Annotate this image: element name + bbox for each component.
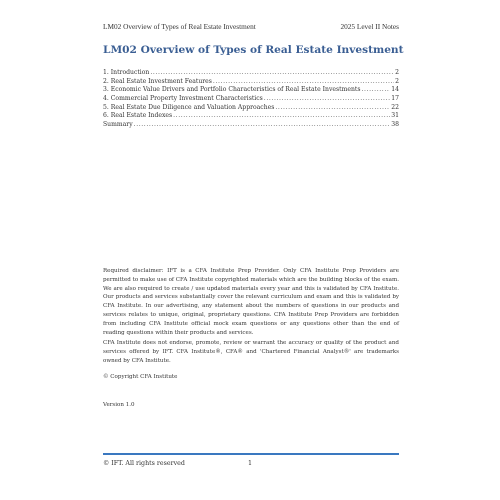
trademark-notice: CFA Institute does not endorse, promote, review or warrant the accuracy or quality of the product and services offered by IFT. CFA Institute®, CFA® and 'Chartered Financial Analyst®' are trademarks owned by CFA Institute. — [103, 340, 399, 364]
toc-entry[interactable] — [103, 112, 399, 121]
toc-entry-label: 1. Introduction — [103, 69, 150, 76]
document-title: LM02 Overview of Types of Real Estate Investment — [103, 44, 404, 56]
footer-copyright: © IFT. All rights reserved — [103, 460, 185, 467]
toc-entry-label: 5. Real Estate Due Diligence and Valuation Approaches — [103, 103, 275, 111]
toc-entry[interactable] — [103, 78, 399, 87]
toc-leader-dots — [213, 78, 394, 87]
toc-entry-label: Summary — [103, 121, 133, 129]
toc-entry[interactable] — [103, 95, 399, 104]
toc-entry-label: 3. Economic Value Drivers and Portfolio Characteristics of Real Estate Investments — [103, 86, 361, 94]
header-left: LM02 Overview of Types of Real Estate Investment — [103, 22, 256, 31]
toc-entry-page: 17 — [391, 95, 399, 103]
toc-leader-dots — [134, 121, 391, 130]
toc-entry-label: 4. Commercial Property Investment Characteristics — [103, 95, 263, 103]
toc-entry-page: 2 — [395, 77, 399, 85]
toc-leader-dots — [173, 112, 390, 121]
toc-entry-label: 6. Real Estate Indexes — [103, 112, 173, 120]
toc-entry[interactable] — [103, 104, 399, 113]
toc-entry-page: 2 — [395, 69, 399, 76]
toc-entry-page: 38 — [391, 121, 399, 129]
required-disclaimer: Required disclaimer: IFT is a CFA Institute Prep Provider. Only CFA Institute Prep Providers are permitted to make use of CFA Institute copyrighted materials which are the building blocks of the exam. We are also required to create / use updated materials every year and this is validated by CFA Institute. Our products and services substantially cover the relevant curriculum and exam and this is validated by CFA Institute. In our advertising, any statement about the numbers of questions in our products and services relates to unique, original, proprietary questions. CFA Institute Prep Providers are forbidden from including CFA Institute official mock exam questions or any questions other than the end of reading questions within their products and services. — [103, 268, 399, 336]
toc-entry[interactable] — [103, 121, 399, 130]
version-label: Version 1.0 — [103, 402, 135, 408]
page-number: 1 — [248, 460, 253, 467]
toc-entry-page: 22 — [391, 103, 399, 111]
toc-entry[interactable] — [103, 86, 399, 95]
copyright-notice: © Copyright CFA Institute — [103, 374, 178, 380]
table-of-contents — [103, 69, 399, 130]
toc-entry-page: 14 — [391, 86, 399, 94]
toc-entry[interactable] — [103, 69, 399, 78]
page-header — [103, 22, 399, 31]
toc-leader-dots — [264, 95, 390, 104]
toc-entry-page: 31 — [391, 112, 399, 120]
toc-entry-label: 2. Real Estate Investment Features — [103, 77, 212, 85]
footer-divider — [103, 453, 399, 455]
toc-leader-dots — [150, 69, 394, 78]
toc-leader-dots — [362, 86, 391, 95]
header-right: 2025 Level II Notes — [340, 22, 399, 31]
toc-leader-dots — [275, 104, 390, 113]
